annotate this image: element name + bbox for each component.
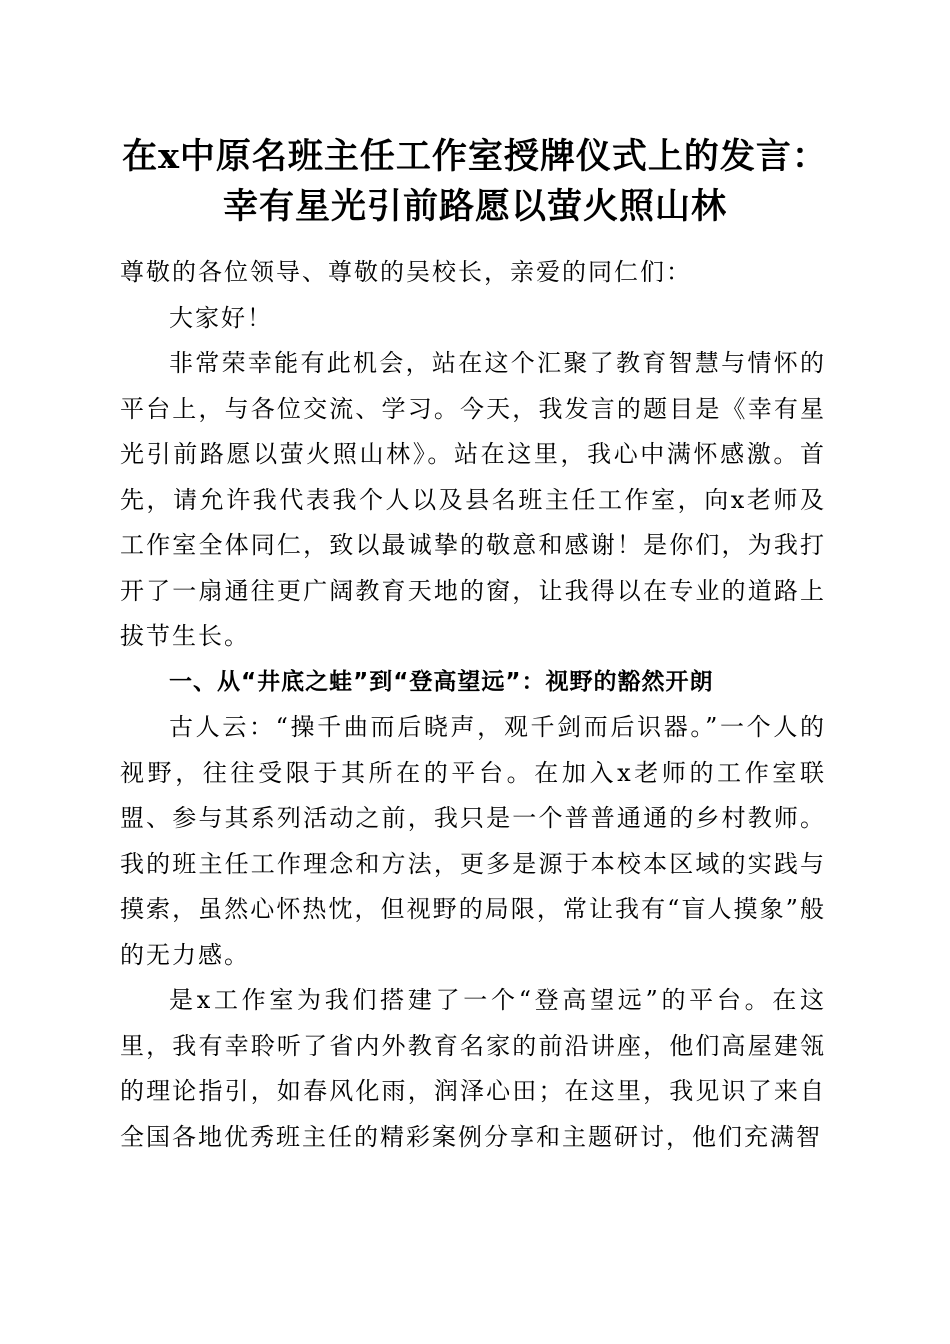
- paragraph-intro: 非常荣幸能有此机会，站在这个汇聚了教育智慧与情怀的平台上，与各位交流、学习。今天，我发言的题目是《幸有星光引前路愿以萤火照山林》。站在这里，我心中满怀感激。首先，请允许我代表我个人以及县名班主任工作室，向x老师及工作室全体同仁，致以最诚挚的敬意和感谢！是你们，为我打开了一扇通往更广阔教育天地的窗，让我得以在专业的道路上拔节生长。: [120, 349, 826, 650]
- document-body: [120, 250, 826, 1160]
- paragraph-vision: 古人云：“操千曲而后晓声，观千剑而后识器。”一个人的视野，往往受限于其所在的平台。在加入x老师的工作室联盟、参与其系列活动之前，我只是一个普普通通的乡村教师。我的班主任工作理念和方法，更多是源于本校本区域的实践与摸索，虽然心怀热忱，但视野的局限，常让我有“盲人摸象”般的无力感。: [120, 713, 826, 969]
- greeting: 大家好！: [169, 303, 273, 332]
- paragraph-platform: 是x工作室为我们搭建了一个“登高望远”的平台。在这里，我有幸聆听了省内外教育名家的前沿讲座，他们高屋建瓴的理论指引，如春风化雨，润泽心田；在这里，我见识了来自全国各地优秀班主任的精彩案例分享和主题研讨，他们充满智: [120, 986, 826, 1151]
- title-line-2: 幸有星光引前路愿以萤火照山林: [222, 186, 727, 227]
- document-title: [100, 132, 850, 232]
- section-heading-1: 一、从“井底之蛙”到“登高望远”：视野的豁然开朗: [169, 668, 714, 695]
- salutation: 尊敬的各位领导、尊敬的吴校长，亲爱的同仁们：: [120, 258, 692, 286]
- title-line-1: 在x中原名班主任工作室授牌仪式上的发言：: [122, 136, 828, 177]
